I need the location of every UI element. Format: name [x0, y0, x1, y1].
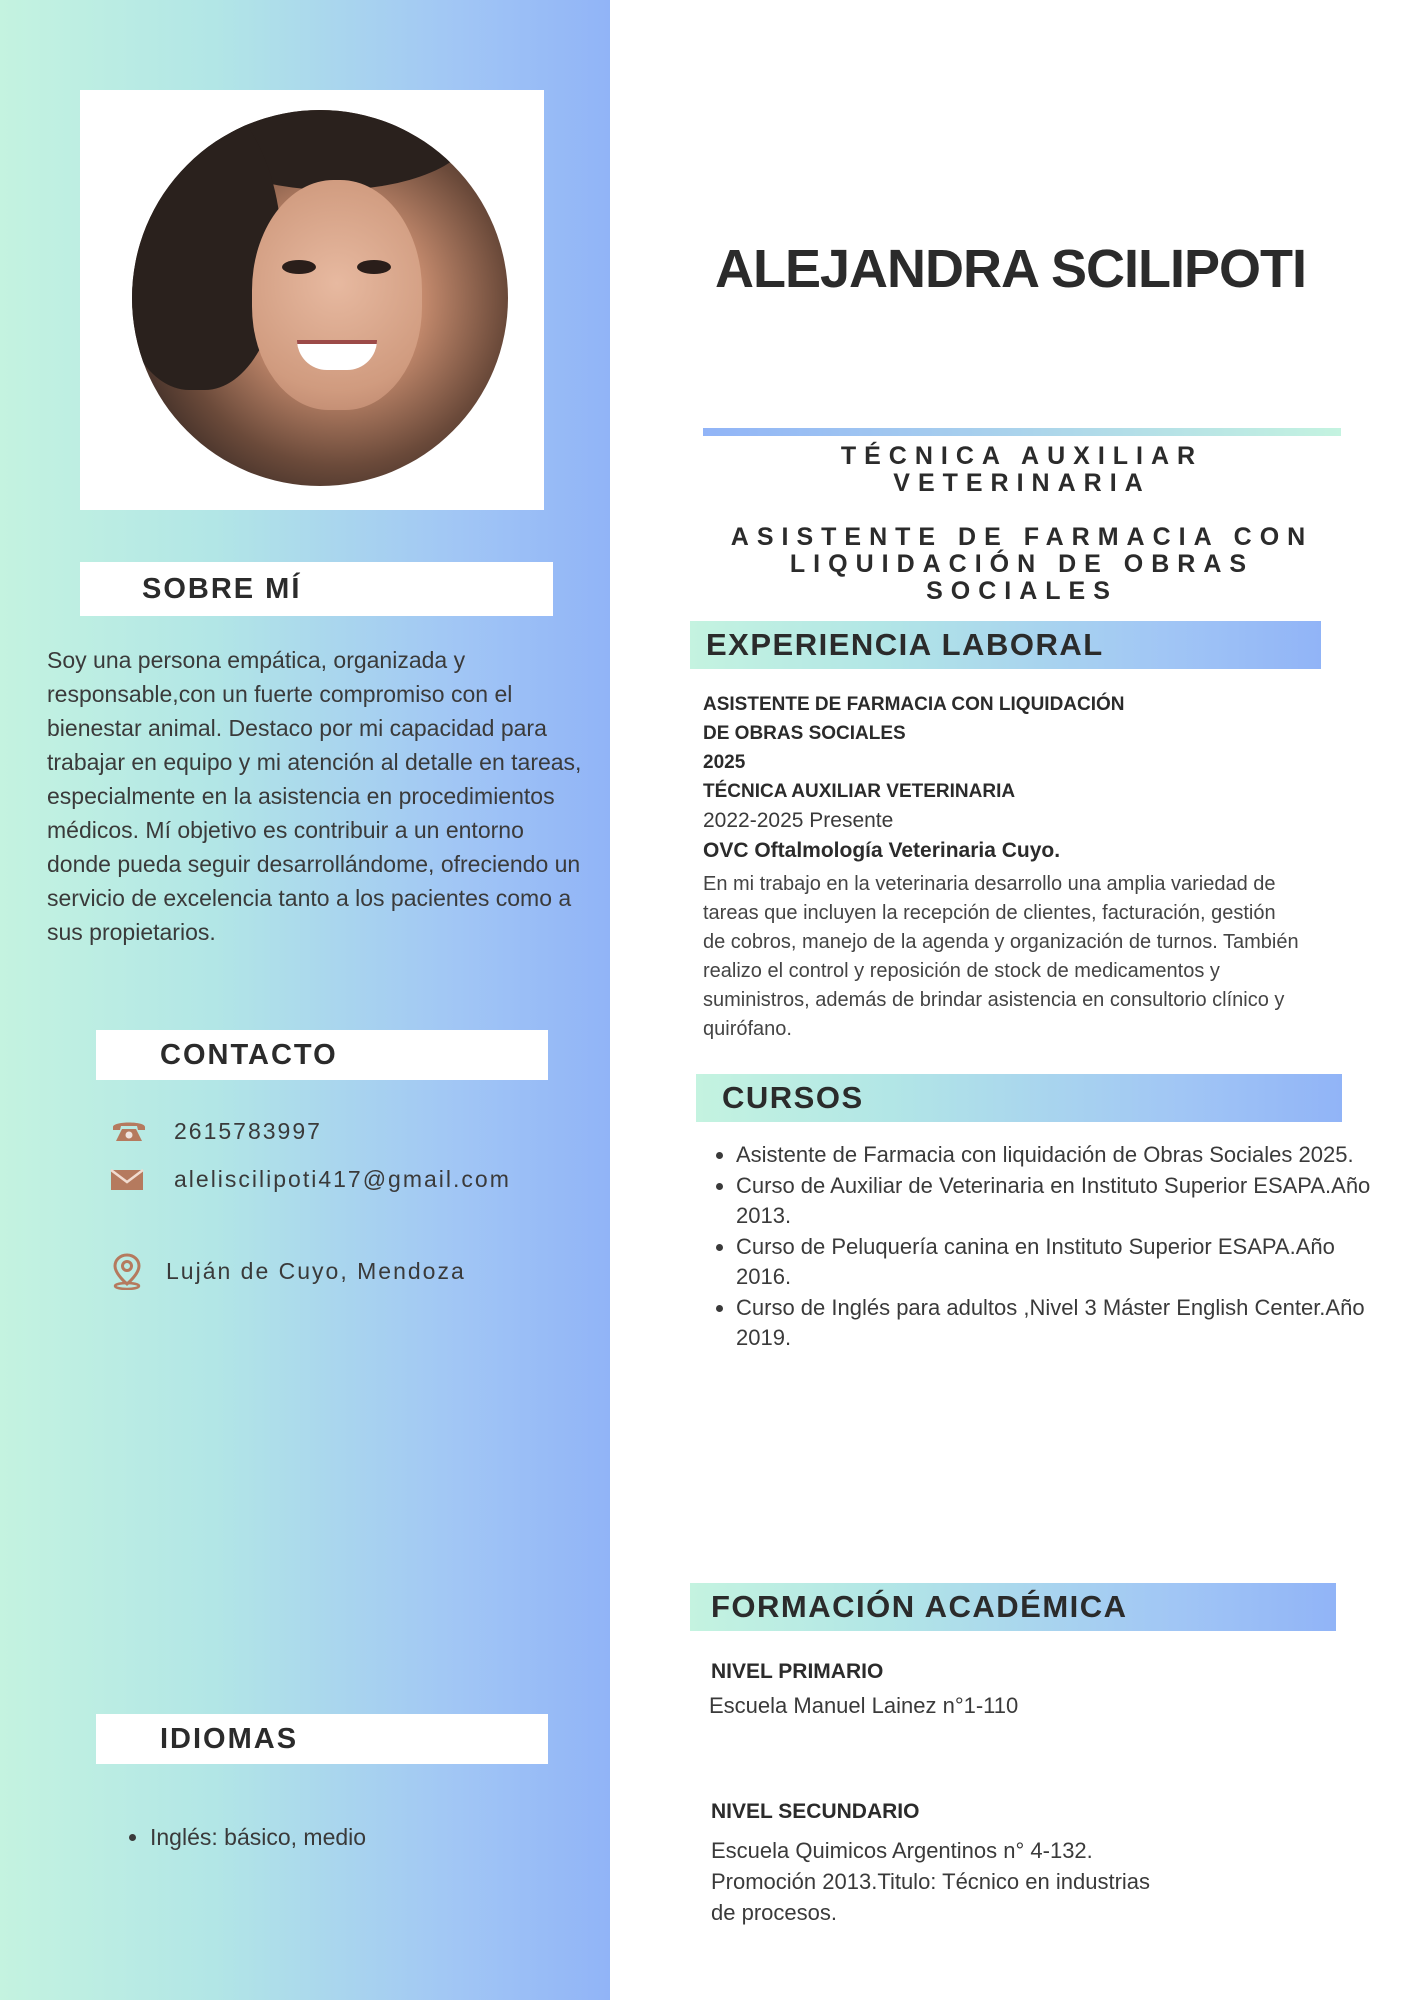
secondary-school: Escuela Quimicos Argentinos n° 4-132. Promoción 2013.Titulo: Técnico en industrias de procesos. — [711, 1838, 1151, 1925]
courses-list — [703, 1140, 1376, 1354]
job1-year: 2025 — [703, 752, 746, 773]
job2-dates: 2022-2025 Presente — [703, 809, 894, 832]
role-title-2: ASISTENTE DE FARMACIA CON LIQUIDACIÓN DE OBRAS SOCIALES — [730, 523, 1314, 605]
languages-list — [110, 1824, 590, 1851]
languages-heading: IDIOMAS — [96, 1714, 548, 1764]
job1-title-line1: ASISTENTE DE FARMACIA CON LIQUIDACIÓN — [703, 694, 1125, 715]
course-item: • Curso de Peluquería canina en Instituto Superior ESAPA.Año 2016. — [736, 1232, 1376, 1292]
job1-title-line2: DE OBRAS SOCIALES — [703, 723, 906, 744]
education-heading: FORMACIÓN ACADÉMICA — [690, 1583, 1336, 1631]
phone-number: 2615783997 — [174, 1117, 322, 1144]
title-divider — [703, 428, 1341, 436]
contact-phone[interactable] — [110, 1117, 322, 1145]
about-heading: SOBRE MÍ — [80, 562, 553, 616]
language-item: • Inglés: básico, medio — [150, 1824, 590, 1851]
course-item: • Curso de Auxiliar de Veterinaria en Instituto Superior ESAPA.Año 2013. — [736, 1171, 1376, 1231]
profile-photo — [132, 110, 508, 486]
course-item: • Curso de Inglés para adultos ,Nivel 3 Máster English Center.Año 2019. — [736, 1293, 1376, 1353]
full-name: ALEJANDRA SCILIPOTI — [715, 239, 1307, 299]
phone-icon — [110, 1117, 148, 1145]
primary-school: Escuela Manuel Lainez n°1-110 — [709, 1693, 1019, 1718]
profile-photo-frame — [80, 90, 544, 510]
experience-heading: EXPERIENCIA LABORAL — [690, 621, 1321, 669]
primary-level-title: NIVEL PRIMARIO — [711, 1660, 884, 1683]
location-pin-icon — [110, 1252, 144, 1290]
role-title-1: TÉCNICA AUXILIAR VETERINARIA — [840, 442, 1204, 497]
experience-section — [703, 690, 1303, 1044]
job2-description: En mi trabajo en la veterinaria desarrollo una amplia variedad de tareas que incluyen la recepción de clientes, facturación, gestión de cobros, manejo de la agenda y organización de turnos. También realizo el control y reposición de stock de medicamentos y suministros, además de brindar asistencia en consultorio clínico y quirófano. — [703, 873, 1299, 1040]
contact-heading: CONTACTO — [96, 1030, 548, 1080]
contact-location — [110, 1252, 466, 1290]
job2-organization: OVC Oftalmología Veterinaria Cuyo. — [703, 839, 1061, 862]
job2-title: TÉCNICA AUXILIAR VETERINARIA — [703, 781, 1016, 802]
location-text: Luján de Cuyo, Mendoza — [166, 1257, 466, 1284]
contact-email[interactable] — [110, 1166, 511, 1193]
sidebar — [0, 0, 610, 2000]
mail-icon — [110, 1168, 144, 1192]
email-address: aleliscilipoti417@gmail.com — [174, 1166, 511, 1192]
courses-heading: CURSOS — [696, 1074, 1342, 1122]
course-item: • Asistente de Farmacia con liquidación de Obras Sociales 2025. — [736, 1140, 1376, 1170]
secondary-level-title: NIVEL SECUNDARIO — [711, 1800, 920, 1823]
about-text: Soy una persona empática, organizada y responsable,con un fuerte compromiso con el bienestar animal. Destaco por mi capacidad para trabajar en equipo y mi atención al detalle en tareas, especialmente en la asistencia en procedimientos médicos. Mí objetivo es contribuir a un entorno donde pueda seguir desarrollándome, ofreciendo un servicio de excelencia tanto a los pacientes como a sus propietarios. — [47, 647, 582, 945]
